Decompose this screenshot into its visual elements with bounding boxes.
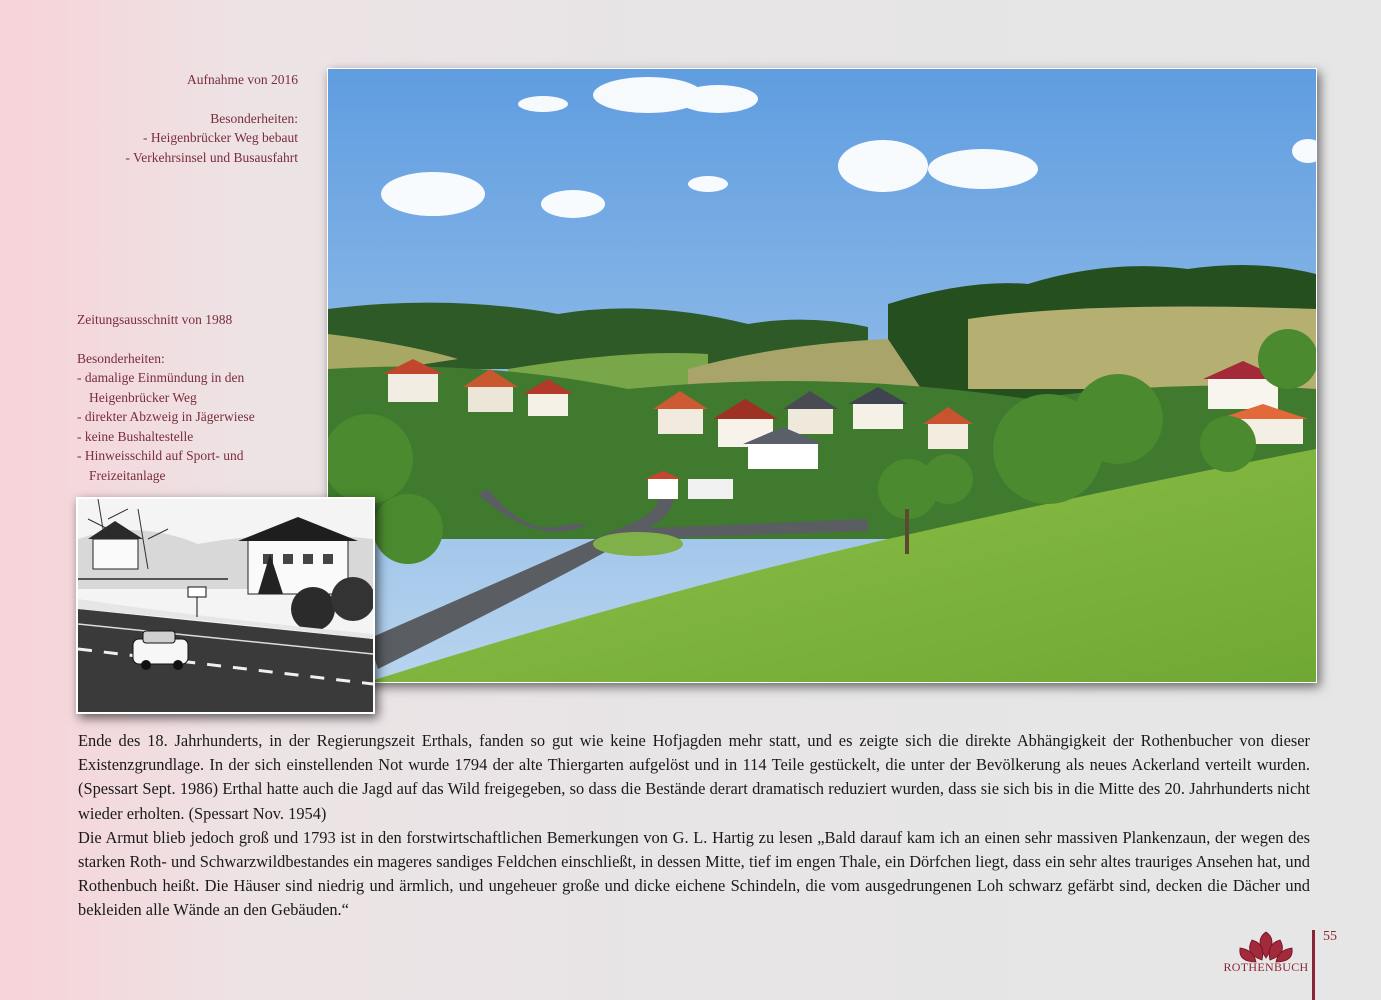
body-paragraph: Ende des 18. Jahrhunderts, in der Regierungszeit Erthals, fanden so gut wie keine Hofjagden mehr statt, und es zeigte sich die direkte Abhängigkeit der Rothenbucher von dieser Existenzgrundlage. In der sich einstellenden Not wurde 1794 der alte Thiergarten aufgelöst und in 114 Teile gestückelt, die unter der Bevölkerung als neues Ackerland verteilt wurden. (Spessart Sept. 1986) Erthal hatte auch die Jagd auf das Wild freigegeben, so dass die Bestände derart dramatisch reduziert wurden, dass sie sich bis in die Mitte des 20. Jahrhunderts nicht wieder erholten. (Spessart Nov. 1954) (78, 731, 1310, 823)
footer-divider (1312, 930, 1315, 1000)
caption-1988-item: - Hinweisschild auf Sport- und (77, 448, 244, 463)
caption-2016-heading: Aufnahme von 2016 (187, 72, 298, 87)
body-paragraph: Die Armut blieb jedoch groß und 1793 ist in den forstwirtschaftlichen Bemerkungen von G. L. Hartig zu lesen „Bald darauf kam ich an einen sehr massiven Plankenzaun, der wegen des starken Roth- und Schwarzwildbestandes ein mageres sandiges Feldchen einschließt, in dessen Mitte, tief im engen Thale, ein Dörfchen liegt, dass ein sehr altes trauriges Ansehen hat, und Rothenbuch heißt. Die Häuser sind niedrig und ärmlich, und ungeheuer große und dicke eichene Schindeln, die vom ausgedrungenen Loh schwarz gefärbt sind, decken die Dächer und bekleiden alle Wände an den Gebäuden.“ (78, 827, 1310, 920)
main-photo-village (327, 68, 1317, 683)
caption-2016 (80, 70, 298, 167)
logo-text: ROTHENBUCH (1223, 960, 1309, 974)
body-text (78, 729, 1310, 923)
caption-1988-heading: Zeitungsausschnitt von 1988 (77, 312, 233, 327)
caption-1988-item: - keine Bushaltestelle (77, 428, 194, 444)
caption-2016-item: - Verkehrsinsel und Busausfahrt (125, 149, 298, 165)
leaf-emblem-icon (1226, 928, 1306, 964)
caption-1988-item: - damalige Einmündung in den (77, 370, 245, 385)
caption-2016-item: - Heigenbrücker Weg bebaut (143, 130, 298, 145)
caption-1988-subheading: Besonderheiten: (77, 350, 165, 366)
page-number: 55 (1323, 929, 1337, 944)
caption-1988-item: - direkter Abzweig in Jägerwiese (77, 409, 255, 424)
newspaper-clipping-photo (76, 497, 375, 714)
caption-1988-item: Heigenbrücker Weg (89, 389, 197, 405)
caption-2016-subheading: Besonderheiten: (210, 110, 298, 126)
caption-1988-item: Freizeitanlage (89, 467, 166, 483)
caption-1988 (77, 310, 317, 485)
bw-road-car-image (78, 499, 373, 712)
village-landscape-image (328, 69, 1316, 682)
